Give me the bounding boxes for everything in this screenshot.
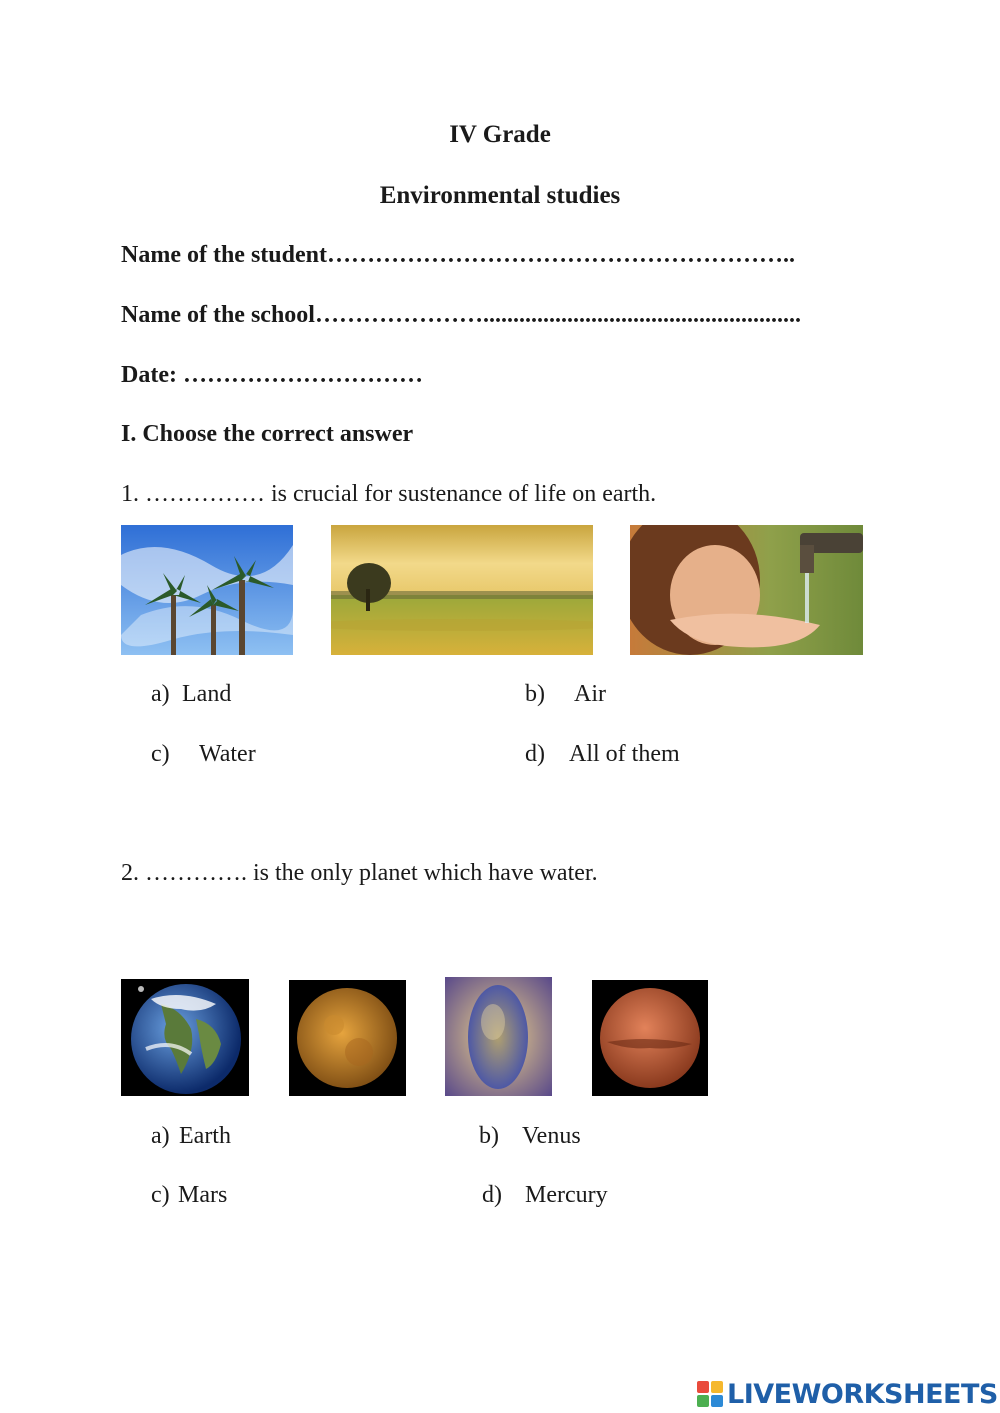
date-field[interactable]: Date: …………………………	[121, 362, 423, 388]
q2-option-d-label: Mercury	[525, 1182, 608, 1208]
section-title: I. Choose the correct answer	[121, 421, 414, 447]
q2-option-c[interactable]	[151, 1182, 227, 1209]
mercury-planet-image	[445, 977, 552, 1096]
q1-option-b-label: Air	[574, 681, 606, 707]
q1-option-c-letter: c)	[151, 741, 170, 767]
q2-option-c-label: Mars	[178, 1182, 228, 1208]
school-name-field[interactable]: Name of the school………………….....................................................	[121, 302, 801, 328]
grade-title: IV Grade	[449, 121, 551, 148]
q1-option-d-letter: d)	[525, 741, 545, 767]
q1-option-b[interactable]	[525, 681, 606, 708]
q1-option-d[interactable]	[525, 741, 680, 768]
q2-option-a-letter: a)	[151, 1123, 170, 1149]
question-2-text: 2. …………. is the only planet which have water.	[121, 860, 598, 886]
question-1-text: 1. …………… is crucial for sustenance of life on earth.	[121, 481, 657, 507]
liveworksheets-logo	[697, 1377, 998, 1411]
child-drinking-water-tap-image	[630, 525, 863, 655]
q2-option-d-letter: d)	[482, 1182, 502, 1208]
mars-planet-image	[592, 980, 708, 1096]
q1-option-a[interactable]	[151, 681, 231, 708]
q1-option-a-letter: a)	[151, 681, 170, 707]
subject-title: Environmental studies	[379, 182, 621, 209]
q2-option-b-label: Venus	[522, 1123, 581, 1149]
student-name-field[interactable]: Name of the student…………………………………………………..	[121, 242, 795, 268]
q2-option-b-letter: b)	[479, 1123, 499, 1149]
q2-option-d[interactable]	[482, 1182, 608, 1209]
earth-planet-image	[121, 979, 249, 1096]
q2-option-a[interactable]	[151, 1123, 231, 1150]
q1-option-c-label: Water	[199, 741, 256, 767]
q1-option-a-label: Land	[182, 681, 232, 707]
q2-option-c-letter: c)	[151, 1182, 170, 1208]
palm-trees-sky-image	[121, 525, 293, 655]
liveworksheets-logo-text: LIVEWORKSHEETS	[727, 1378, 998, 1410]
liveworksheets-logo-icon	[697, 1381, 723, 1407]
venus-planet-image	[289, 980, 406, 1096]
q1-option-d-label: All of them	[569, 741, 680, 767]
q1-option-c[interactable]	[151, 741, 256, 768]
q1-option-b-letter: b)	[525, 681, 545, 707]
q2-option-a-label: Earth	[179, 1123, 231, 1149]
q2-option-b[interactable]	[479, 1123, 581, 1150]
field-tree-landscape-image	[331, 525, 593, 655]
